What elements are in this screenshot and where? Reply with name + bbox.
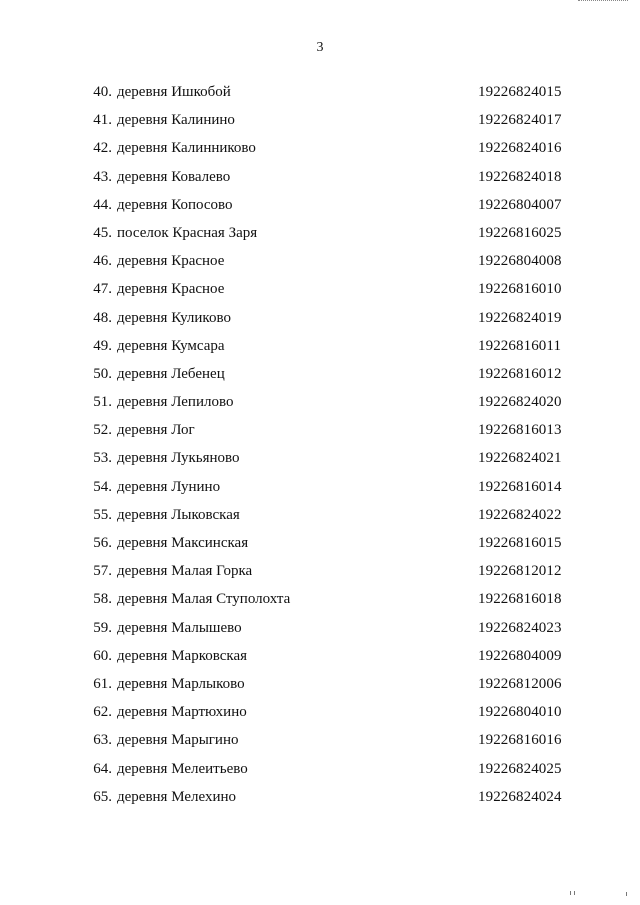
row-number: 60. bbox=[93, 647, 112, 664]
settlement-row bbox=[0, 308, 640, 336]
oktmo-code: 19226804009 bbox=[478, 647, 562, 664]
oktmo-code: 19226816025 bbox=[478, 224, 562, 241]
settlement-name: деревня Калинино bbox=[117, 112, 235, 129]
row-number: 42. bbox=[93, 140, 112, 157]
oktmo-code: 19226804008 bbox=[478, 253, 562, 270]
row-number: 64. bbox=[93, 760, 112, 777]
settlement-name: деревня Лог bbox=[117, 422, 195, 439]
oktmo-code: 19226824020 bbox=[478, 394, 562, 411]
row-number: 44. bbox=[93, 196, 112, 213]
oktmo-code: 19226824019 bbox=[478, 309, 562, 326]
oktmo-code: 19226824024 bbox=[478, 788, 562, 805]
row-number: 50. bbox=[93, 365, 112, 382]
settlement-row bbox=[0, 533, 640, 561]
row-number: 62. bbox=[93, 704, 112, 721]
settlement-name: деревня Марковская bbox=[117, 647, 247, 664]
row-number: 57. bbox=[93, 563, 112, 580]
oktmo-code: 19226804007 bbox=[478, 196, 562, 213]
oktmo-code: 19226824021 bbox=[478, 450, 562, 467]
row-number: 61. bbox=[93, 675, 112, 692]
row-number: 59. bbox=[93, 619, 112, 636]
row-number: 65. bbox=[93, 788, 112, 805]
row-number: 56. bbox=[93, 535, 112, 551]
settlement-name: деревня Ишкобой bbox=[117, 84, 231, 100]
scan-tick bbox=[574, 891, 575, 895]
row-number: 63. bbox=[93, 732, 112, 749]
settlement-row bbox=[0, 618, 640, 646]
settlement-name: деревня Ковалево bbox=[117, 168, 231, 185]
page-number: 3 bbox=[316, 40, 324, 55]
row-number: 45. bbox=[93, 224, 112, 241]
settlement-name: деревня Малая Горка bbox=[117, 563, 253, 580]
row-number: 46. bbox=[93, 253, 112, 270]
settlement-name: деревня Красное bbox=[117, 281, 225, 298]
settlement-row bbox=[0, 702, 640, 730]
settlement-row bbox=[0, 787, 640, 815]
oktmo-code: 19226816012 bbox=[478, 365, 562, 382]
settlement-row bbox=[0, 110, 640, 138]
settlement-row bbox=[0, 138, 640, 166]
settlement-row bbox=[0, 589, 640, 617]
settlement-row bbox=[0, 167, 640, 195]
scan-tick bbox=[626, 892, 627, 896]
settlement-row bbox=[0, 674, 640, 702]
row-number: 41. bbox=[93, 112, 112, 129]
oktmo-code: 19226824018 bbox=[478, 168, 562, 185]
settlement-row bbox=[0, 82, 640, 110]
oktmo-code: 19226816010 bbox=[478, 281, 562, 298]
oktmo-code: 19226824016 bbox=[478, 140, 562, 157]
settlement-row bbox=[0, 759, 640, 787]
oktmo-code: 19226816016 bbox=[478, 732, 562, 749]
row-number: 49. bbox=[93, 337, 112, 354]
settlement-row bbox=[0, 448, 640, 476]
settlement-name: деревня Марлыково bbox=[117, 675, 245, 692]
row-number: 40. bbox=[93, 84, 112, 100]
oktmo-code: 19226824025 bbox=[478, 760, 562, 777]
oktmo-code: 19226824015 bbox=[478, 84, 562, 100]
settlement-name: деревня Калинниково bbox=[117, 140, 256, 157]
settlement-row bbox=[0, 477, 640, 505]
row-number: 54. bbox=[93, 478, 112, 495]
settlement-row bbox=[0, 561, 640, 589]
settlement-row bbox=[0, 251, 640, 279]
settlement-row bbox=[0, 505, 640, 533]
row-number: 43. bbox=[93, 168, 112, 185]
settlement-name: деревня Лыковская bbox=[117, 506, 240, 523]
settlement-name: деревня Лунино bbox=[117, 478, 221, 495]
settlement-name: деревня Максинская bbox=[117, 535, 249, 551]
settlement-name: деревня Мартюхино bbox=[117, 704, 247, 721]
oktmo-code: 19226812006 bbox=[478, 675, 562, 692]
settlement-row bbox=[0, 730, 640, 758]
settlement-row bbox=[0, 392, 640, 420]
settlement-name: деревня Мелехино bbox=[117, 788, 237, 805]
settlement-row bbox=[0, 279, 640, 307]
settlement-name: деревня Красное bbox=[117, 253, 225, 270]
settlement-name: деревня Лукьяново bbox=[117, 450, 240, 467]
oktmo-code: 19226816011 bbox=[478, 337, 562, 354]
oktmo-code: 19226824017 bbox=[478, 112, 562, 129]
row-number: 48. bbox=[93, 309, 112, 326]
scan-artifact-bottom bbox=[568, 891, 628, 897]
scan-artifact-top bbox=[578, 0, 628, 3]
settlement-row bbox=[0, 223, 640, 251]
oktmo-code: 19226816013 bbox=[478, 422, 562, 439]
row-number: 58. bbox=[93, 591, 112, 608]
oktmo-code: 19226812012 bbox=[478, 563, 562, 580]
settlement-name: деревня Марыгино bbox=[117, 732, 239, 749]
settlement-name: деревня Лепилово bbox=[117, 394, 234, 411]
settlement-name: деревня Лебенец bbox=[117, 365, 225, 382]
settlement-name: деревня Малая Ступолохта bbox=[117, 591, 291, 608]
row-number: 53. bbox=[93, 450, 112, 467]
oktmo-code: 19226816018 bbox=[478, 591, 562, 608]
settlement-row bbox=[0, 336, 640, 364]
row-number: 51. bbox=[93, 394, 112, 411]
oktmo-code: 19226816015 bbox=[478, 535, 562, 551]
oktmo-code: 19226816014 bbox=[478, 478, 562, 495]
settlement-row bbox=[0, 420, 640, 448]
settlement-name: поселок Красная Заря bbox=[117, 224, 258, 241]
settlement-name: деревня Малышево bbox=[117, 619, 242, 636]
settlement-name: деревня Мелеитьево bbox=[117, 760, 248, 777]
settlement-row bbox=[0, 364, 640, 392]
settlement-name: деревня Копосово bbox=[117, 196, 233, 213]
oktmo-code: 19226804010 bbox=[478, 704, 562, 721]
oktmo-code: 19226824022 bbox=[478, 506, 562, 523]
row-number: 52. bbox=[93, 422, 112, 439]
oktmo-code: 19226824023 bbox=[478, 619, 562, 636]
settlement-row bbox=[0, 646, 640, 674]
settlement-list bbox=[0, 82, 640, 815]
scan-tick bbox=[570, 891, 571, 895]
settlement-row bbox=[0, 195, 640, 223]
settlement-name: деревня Кумсара bbox=[117, 337, 225, 354]
row-number: 55. bbox=[93, 506, 112, 523]
settlement-name: деревня Куликово bbox=[117, 309, 231, 326]
row-number: 47. bbox=[93, 281, 112, 298]
